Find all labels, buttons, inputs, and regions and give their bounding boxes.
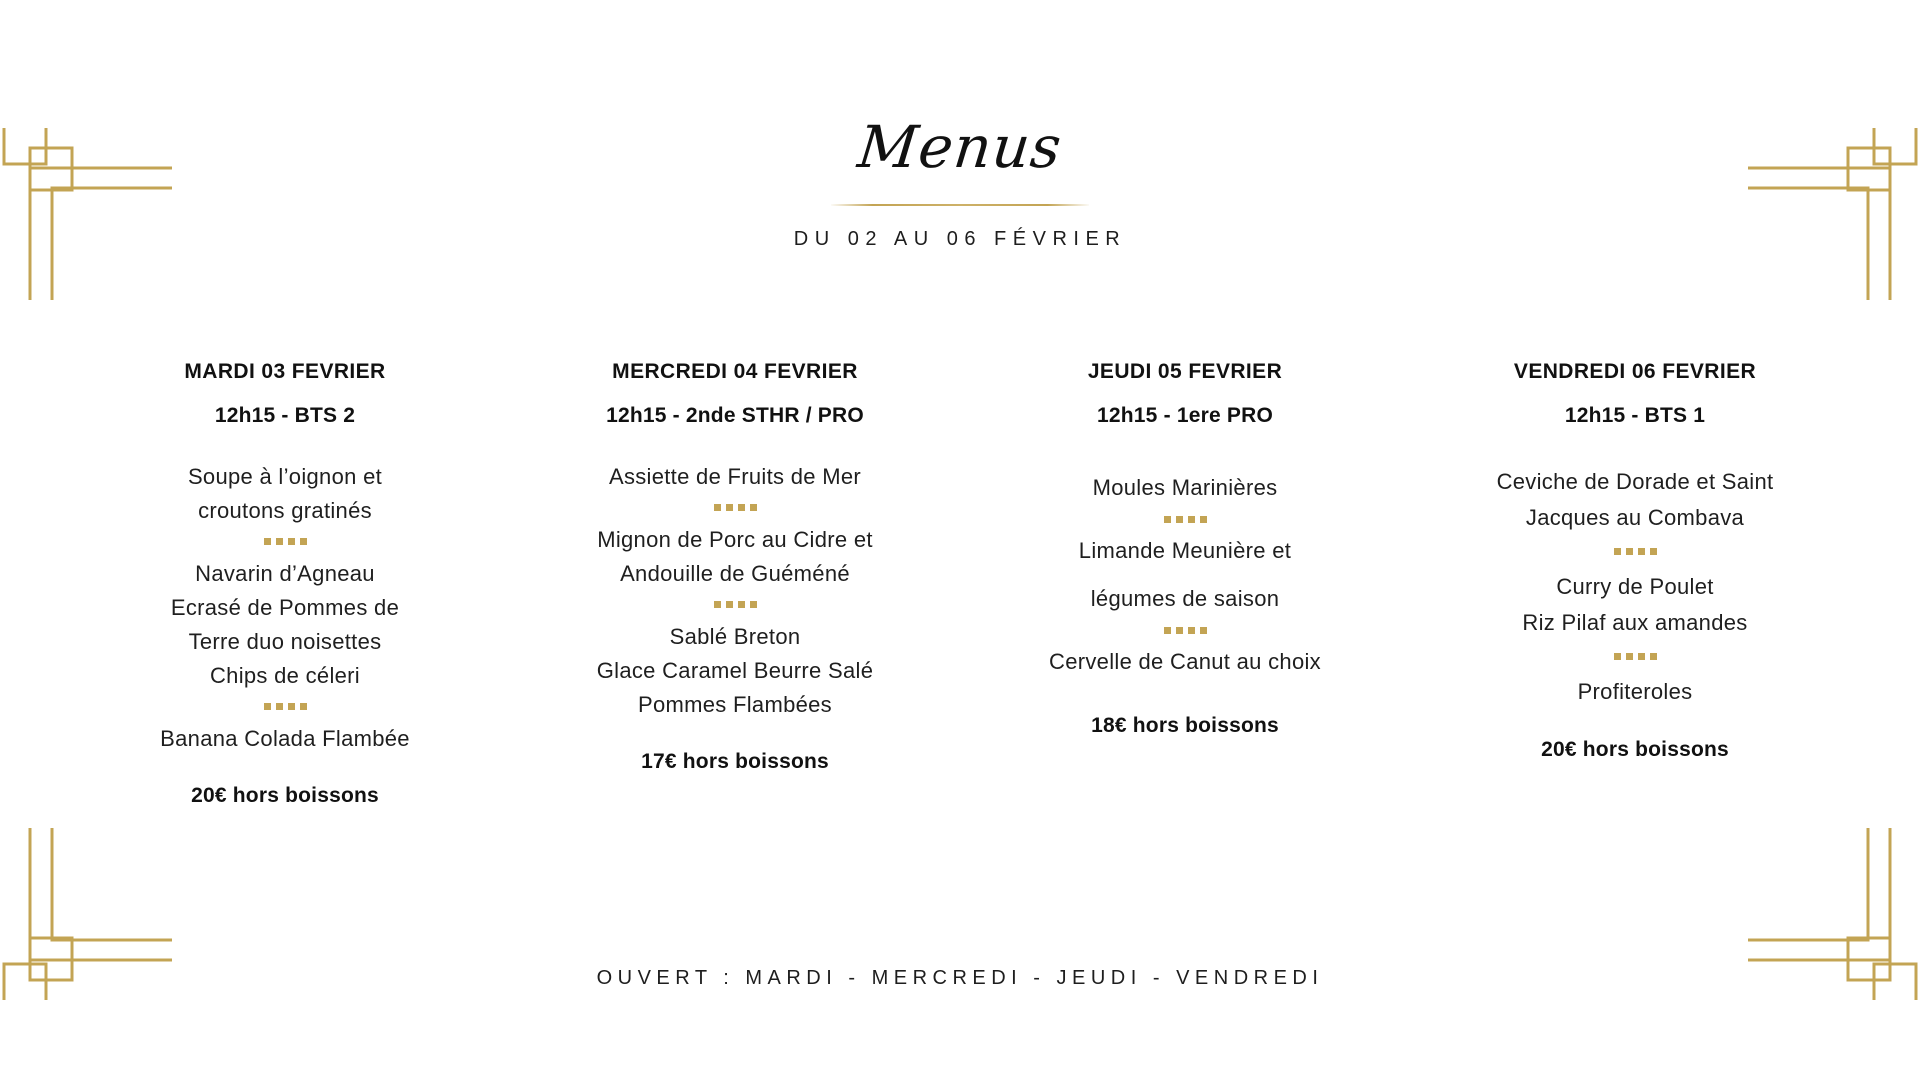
separator-dot-icon [1650,548,1657,555]
menu-course [970,464,1400,512]
menu-service-time: 12h15 - BTS 2 [214,404,356,427]
menu-course-line: Jacques au Combava [1525,505,1745,530]
separator-dot-icon [276,538,283,545]
menu-day-heading: JEUDI 05 FEVRIER [1087,360,1283,383]
menu-course-line: légumes de saison [1090,586,1280,611]
separator-dot-icon [726,504,733,511]
course-separator-dots [1420,653,1850,660]
menu-course-line: croutons gratinés [198,498,372,523]
separator-dot-icon [738,601,745,608]
menu-course [970,527,1400,623]
course-separator-dots [70,538,500,545]
menu-course-line: Terre duo noisettes [188,629,382,654]
menu-course-line: Curry de Poulet [1556,574,1714,599]
menu-service-time: 12h15 - 2nde STHR / PRO [606,404,864,427]
separator-dot-icon [288,703,295,710]
course-separator-dots [970,516,1400,523]
menu-column [70,360,500,808]
menu-column [1420,360,1850,762]
menu-service-time: 12h15 - 1ere PRO [1097,404,1273,427]
menu-course [70,460,500,528]
menu-course-line: Ceviche de Dorade et Saint [1496,469,1774,494]
separator-dot-icon [1200,627,1207,634]
separator-dot-icon [300,538,307,545]
menu-course [970,638,1400,686]
menu-course [70,722,500,756]
opening-days-footer: OUVERT : MARDI - MERCREDI - JEUDI - VENDREDI [596,967,1324,989]
menu-course-line: Assiette de Fruits de Mer [608,464,862,489]
menu-course-line: Banana Colada Flambée [160,726,410,751]
separator-dot-icon [1176,627,1183,634]
course-separator-dots [1420,548,1850,555]
menu-course-line: Limande Meunière et [1078,538,1292,563]
separator-dot-icon [726,601,733,608]
menu-course-line: Andouille de Guéméné [620,561,850,586]
menu-course [520,620,950,722]
menu-courses-list [520,460,950,722]
menu-course [520,460,950,494]
menu-course [70,557,500,693]
separator-dot-icon [1638,653,1645,660]
page-title: Menus [854,113,1066,181]
separator-dot-icon [300,703,307,710]
menu-course-line: Moules Marinières [1092,475,1278,500]
separator-dot-icon [1614,653,1621,660]
separator-dot-icon [1176,516,1183,523]
separator-dot-icon [1164,516,1171,523]
separator-dot-icon [288,538,295,545]
separator-dot-icon [1614,548,1621,555]
menu-column [970,360,1400,738]
separator-dot-icon [1164,627,1171,634]
separator-dot-icon [750,504,757,511]
separator-dot-icon [1200,516,1207,523]
menu-course-line: Sablé Breton [669,624,801,649]
menu-course [1420,464,1850,536]
menu-course-line: Chips de céleri [209,663,360,688]
menu-courses-list [1420,464,1850,710]
separator-dot-icon [276,703,283,710]
course-separator-dots [70,703,500,710]
separator-dot-icon [264,703,271,710]
menu-courses-list [70,460,500,756]
menu-day-heading: MERCREDI 04 FEVRIER [612,360,858,383]
separator-dot-icon [738,504,745,511]
separator-dot-icon [1626,548,1633,555]
course-separator-dots [520,504,950,511]
page-header [0,113,1920,251]
menu-course [1420,674,1850,710]
separator-dot-icon [1188,516,1195,523]
menu-price: 18€ hors boissons [1091,714,1279,737]
title-divider [831,204,1089,206]
menu-courses-list [970,464,1400,686]
separator-dot-icon [264,538,271,545]
menu-course-line: Profiteroles [1577,679,1693,704]
menu-column [520,360,950,774]
menu-service-time: 12h15 - BTS 1 [1564,404,1706,427]
menu-course-line: Ecrasé de Pommes de [170,595,400,620]
menu-day-heading: VENDREDI 06 FEVRIER [1513,360,1757,383]
menu-course-line: Mignon de Porc au Cidre et [597,527,873,552]
menu-columns-grid [70,360,1850,808]
menu-course-line: Pommes Flambées [637,692,832,717]
course-separator-dots [520,601,950,608]
menu-course [1420,569,1850,641]
separator-dot-icon [1650,653,1657,660]
menu-course-line: Soupe à l’oignon et [187,464,383,489]
menu-price: 17€ hors boissons [641,750,829,773]
menu-price: 20€ hors boissons [1541,738,1729,761]
separator-dot-icon [1626,653,1633,660]
menu-day-heading: MARDI 03 FEVRIER [184,360,386,383]
menu-course-line: Riz Pilaf aux amandes [1522,610,1748,635]
menu-course-line: Navarin d’Agneau [195,561,375,586]
separator-dot-icon [714,601,721,608]
separator-dot-icon [714,504,721,511]
separator-dot-icon [750,601,757,608]
course-separator-dots [970,627,1400,634]
menu-course-line: Cervelle de Canut au choix [1049,649,1321,674]
menu-course-line: Glace Caramel Beurre Salé [596,658,874,683]
separator-dot-icon [1638,548,1645,555]
separator-dot-icon [1188,627,1195,634]
date-range-subtitle: DU 02 AU 06 FÉVRIER [793,228,1127,250]
menu-price: 20€ hors boissons [191,784,379,807]
menu-course [520,523,950,591]
